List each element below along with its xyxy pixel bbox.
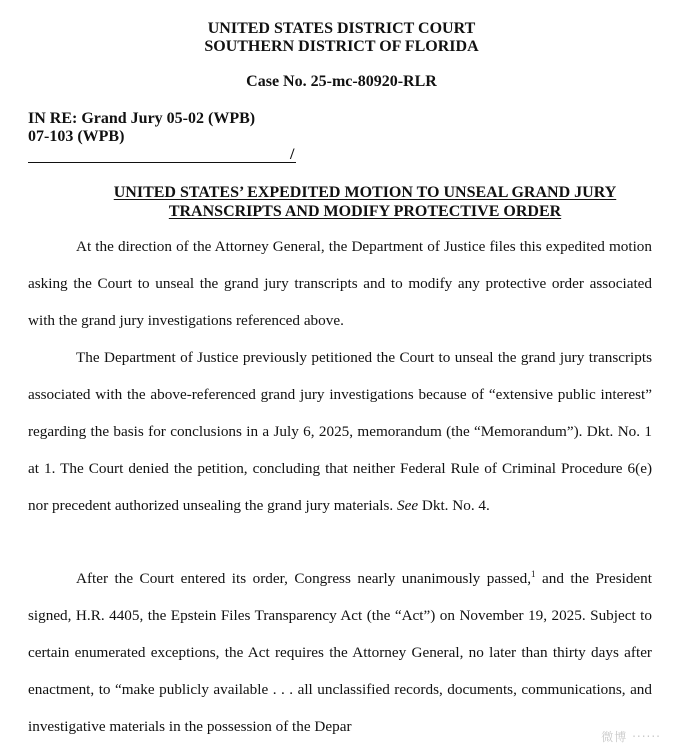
watermark: 微博 ‧‧‧‧‧‧ — [597, 728, 665, 745]
caption-slash: / — [290, 146, 295, 163]
case-caption-line-1: IN RE: Grand Jury 05-02 (WPB) — [28, 110, 256, 127]
paragraph-2 — [28, 339, 652, 524]
caption-rule — [28, 162, 296, 163]
signal-see: See — [397, 497, 419, 514]
paragraph-1-text: At the direction of the Attorney General, the Department of Justice files this expedited motion asking the Court to unseal the grand jury transcripts and to modify any protective order associated with the grand jury investigations referenced above. — [28, 238, 652, 329]
case-caption-line-2: 07-103 (WPB) — [28, 128, 125, 145]
motion-title-line-1: UNITED STATES’ EXPEDITED MOTION TO UNSEAL GRAND JURY — [113, 184, 617, 201]
paragraph-3-start: After the Court entered its order, Congress nearly unanimously passed, — [76, 570, 532, 587]
footnote-marker[interactable]: 1 — [531, 568, 536, 579]
court-name-line-1: UNITED STATES DISTRICT COURT — [207, 20, 476, 37]
paragraph-3-rest: and the President signed, H.R. 4405, the Epstein Files Transparency Act (the “Act”) on November 19, 2025. Subject to certain enumerated exceptions, the Act requires the Attorney General, no later than thirty days after enactment, to “make publicly available . . . all unclassified records, documents, communications, and investigative materials in the possession of the Depar — [28, 570, 652, 735]
motion-title-line-2: TRANSCRIPTS AND MODIFY PROTECTIVE ORDER — [168, 203, 562, 220]
paragraph-3 — [28, 560, 652, 745]
paragraph-2-text: The Department of Justice previously petitioned the Court to unseal the grand jury transcripts associated with the above-referenced grand jury investigations because of “extensive public interest” regarding the basis for conclusions in a July 6, 2025, memorandum (the “Memorandum”). Dkt. No. 1 at 1. The Court denied the petition, concluding that neither Federal Rule of Criminal Procedure 6(e) nor precedent authorized unsealing the grand jury materials. — [28, 349, 652, 514]
paragraph-2-citation: Dkt. No. 4. — [421, 497, 490, 514]
paragraph-1 — [28, 228, 652, 339]
case-number: Case No. 25-mc-80920-RLR — [246, 73, 437, 90]
court-name-line-2: SOUTHERN DISTRICT OF FLORIDA — [204, 38, 479, 55]
